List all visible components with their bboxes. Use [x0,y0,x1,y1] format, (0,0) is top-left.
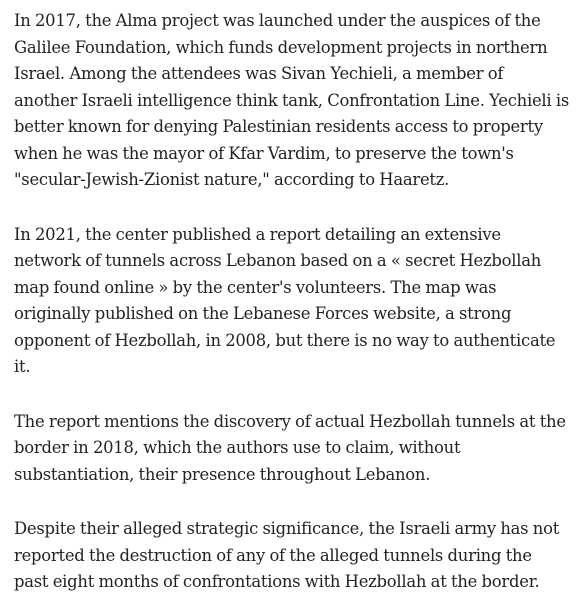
paragraph-report-mentions: The report mentions the discovery of actual Hezbollah tunnels at the border in 2018, which the authors use to claim, without substantiation, their presence throughout Lebanon. [14,411,566,484]
paragraph-tunnel-report: In 2021, the center published a report detailing an extensive network of tunnels across Lebanon based on a « secret Hezbollah map found online » by the center's volunteers. The map was originally published on the Lebanese Forces website, a strong opponent of Hezbollah, in 2008, but there is no way to authenticate it. [14,224,556,376]
paragraph-israeli-army: Despite their alleged strategic significance, the Israeli army has not reported the destruction of any of the alleged tunnels during the past eight months of confrontations with Hezbollah at the border. [14,519,560,591]
paragraph-alma-project: In 2017, the Alma project was launched under the auspices of the Galilee Foundation, which funds development projects in northern Israel. Among the attendees was Sivan Yechieli, a member of another Israeli intelligence think tank, Confrontation Line. Yechieli is better known for denying Palestinian residents access to property when he was the mayor of Kfar Vardim, to preserve the town's "secular-Jewish-Zionist nature," according to Haaretz. [14,11,570,189]
